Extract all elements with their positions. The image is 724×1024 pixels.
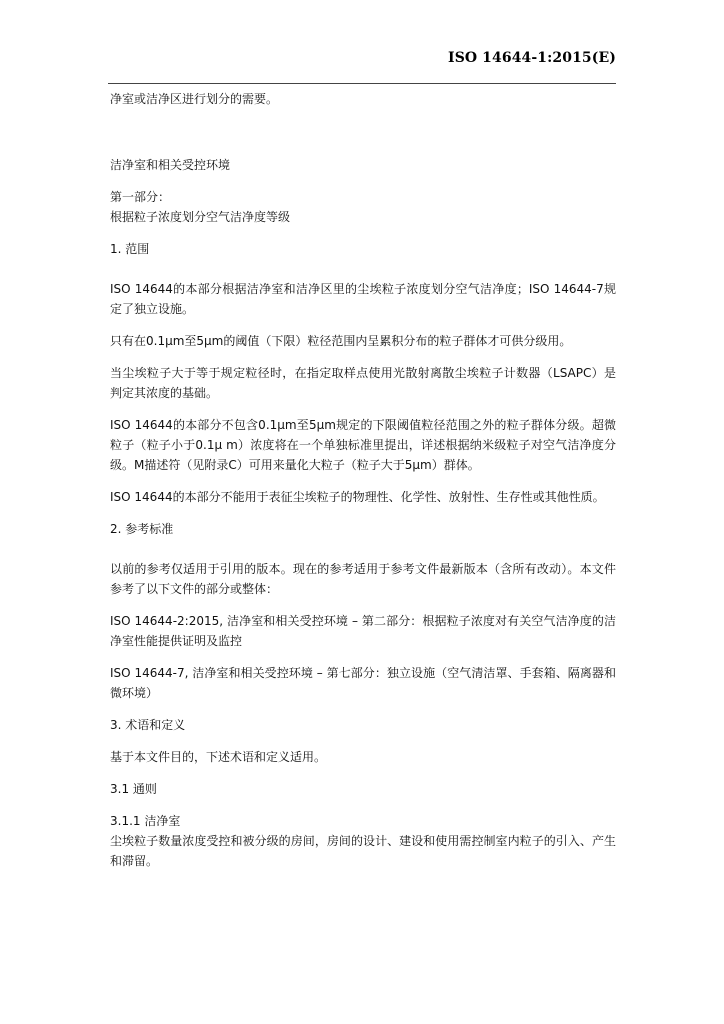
- section-1-paragraph: ISO 14644的本部分根据洁净室和洁净区里的尘埃粒子浓度划分空气洁净度；ISO 14644-7规定了独立设施。: [110, 282, 616, 316]
- section-1-heading: 1. 范围: [110, 242, 150, 256]
- part-label: 第一部分：: [110, 190, 171, 204]
- document-body: [110, 89, 616, 871]
- intro-fragment: 净室或洁净区进行划分的需要。: [110, 92, 279, 106]
- part-title: 根据粒子浓度划分空气洁净度等级: [110, 210, 291, 224]
- section-3-heading: 3. 术语和定义: [110, 718, 186, 732]
- section-1-paragraph: 当尘埃粒子大于等于规定粒径时，在指定取样点使用光散射离散尘埃粒子计数器（LSAPC）是判定其浓度的基础。: [110, 366, 616, 400]
- document-title: 洁净室和相关受控环境: [110, 158, 231, 172]
- section-2-heading: 2. 参考标准: [110, 522, 174, 536]
- standard-number-header: ISO 14644-1:2015(E): [448, 50, 616, 66]
- section-1-paragraph: 只有在0.1μm至5μm的阈值（下限）粒径范围内呈累积分布的粒子群体才可供分级用。: [110, 334, 572, 348]
- header-divider: [108, 83, 616, 84]
- section-3-paragraph: 基于本文件目的，下述术语和定义适用。: [110, 750, 327, 764]
- subsection-3-1-heading: 3.1 通则: [110, 782, 157, 796]
- section-1-paragraph: ISO 14644的本部分不包含0.1μm至5μm规定的下限阈值粒径范围之外的粒子群体分级。超微粒子（粒子小于0.1μ m）浓度将在一个单独标准里提出，详述根据纳米级粒子对空气洁净度分级。M描述符（见附录C）可用来量化大粒子（粒子大于5μm）群体。: [110, 418, 616, 472]
- normative-reference: ISO 14644-2:2015, 洁净室和相关受控环境 – 第二部分：根据粒子浓度对有关空气洁净度的洁净室性能提供证明及监控: [110, 614, 616, 648]
- normative-reference: ISO 14644-7, 洁净室和相关受控环境 – 第七部分：独立设施（空气清洁罩、手套箱、隔离器和微环境）: [110, 666, 616, 700]
- section-2-paragraph: 以前的参考仅适用于引用的版本。现在的参考适用于参考文件最新版本（含所有改动）。本文件参考了以下文件的部分或整体：: [110, 562, 616, 596]
- term-3-1-1-definition: 尘埃粒子数量浓度受控和被分级的房间，房间的设计、建设和使用需控制室内粒子的引入、产生和滞留。: [110, 834, 616, 868]
- term-3-1-1-heading: 3.1.1 洁净室: [110, 814, 181, 828]
- section-1-paragraph: ISO 14644的本部分不能用于表征尘埃粒子的物理性、化学性、放射性、生存性或其他性质。: [110, 490, 605, 504]
